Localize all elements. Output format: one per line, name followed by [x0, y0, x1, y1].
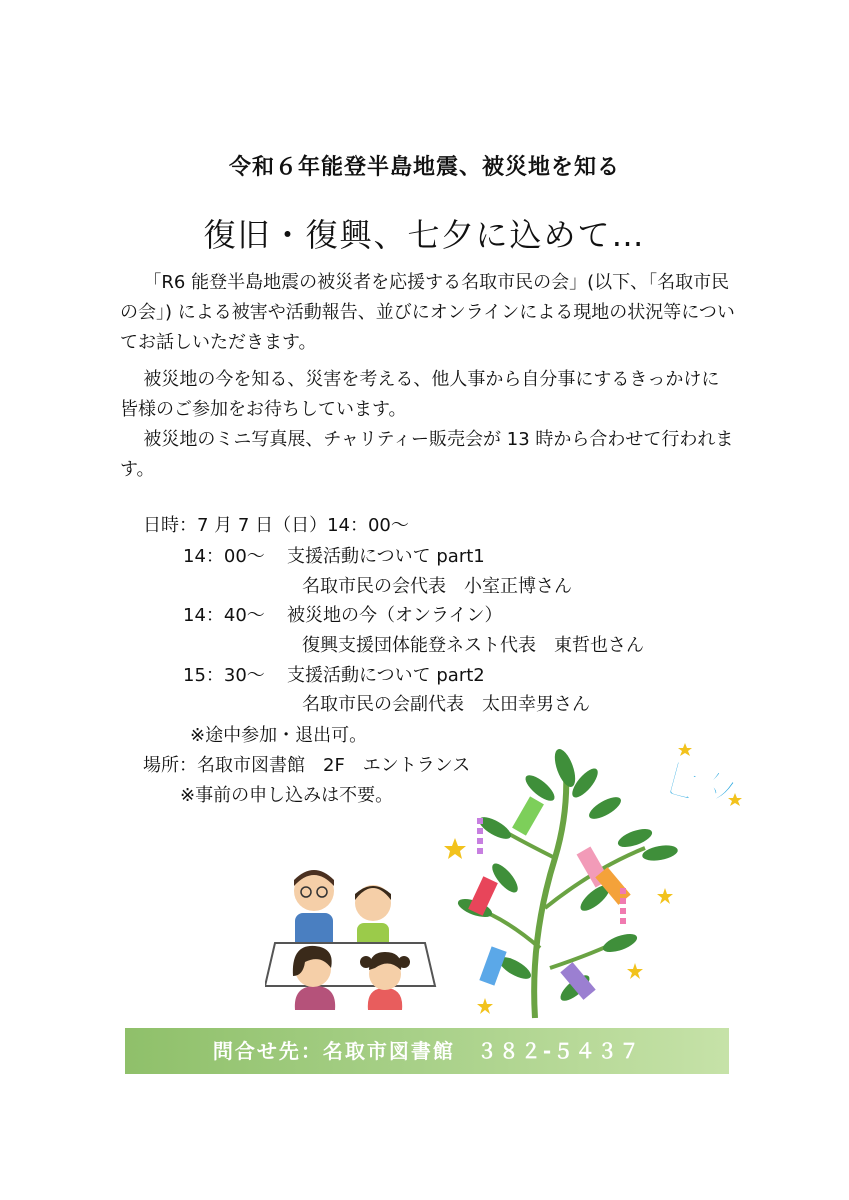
date-line: 日時：7 月 7 日（日）14：00～	[143, 515, 409, 536]
intro-paragraph-2: 被災地の今を知る、災害を考える、他人事から自分事にするきっかけに皆様のご参加をお待ちしています。	[120, 369, 720, 420]
intro-paragraph-1: 「R6 能登半島地震の被災者を応援する名取市民の会」(以下、「名取市民の会」) による被害や活動報告、並びにオンラインによる現地の状況等についてお話しいただきます。	[120, 272, 735, 353]
intro-paragraph-3: 被災地のミニ写真展、チャリティー販売会が 13 時から合わせて行われます。	[120, 429, 734, 480]
event-title: 復旧・復興、七夕に込めて…	[203, 216, 646, 254]
schedule-time-1: 14：00～	[183, 546, 265, 567]
schedule-speaker-3: 名取市民の会副代表 太田幸男さん	[302, 694, 590, 715]
note-join: ※途中参加・退出可。	[190, 725, 368, 746]
tanzaku-green	[512, 796, 544, 835]
event-subtitle: 令和６年能登半島地震、被災地を知る	[228, 155, 620, 180]
schedule-speaker-1: 名取市民の会代表 小室正博さん	[302, 576, 572, 597]
contact-banner: 問合せ先：名取市図書館 ３８２-５４３７	[125, 1028, 729, 1074]
family-illustration	[265, 858, 440, 1010]
note-apply: ※事前の申し込みは不要。	[180, 785, 394, 806]
table	[265, 943, 435, 986]
tanabata-label: 七夕	[652, 754, 742, 820]
schedule-topic-2: 被災地の今（オンライン）	[287, 605, 503, 626]
schedule-speaker-2: 復興支援団体能登ネスト代表 東哲也さん	[302, 635, 644, 656]
tanzaku-red	[468, 876, 498, 915]
schedule-topic-1: 支援活動について part1	[287, 546, 485, 567]
schedule-time-2: 14：40～	[183, 605, 265, 626]
tanabata-bamboo-illustration	[435, 738, 750, 1020]
place-line: 場所：名取市図書館 2F エントランス	[143, 755, 471, 776]
schedule-time-3: 15：30～	[183, 665, 265, 686]
schedule-topic-3: 支援活動について part2	[287, 665, 485, 686]
